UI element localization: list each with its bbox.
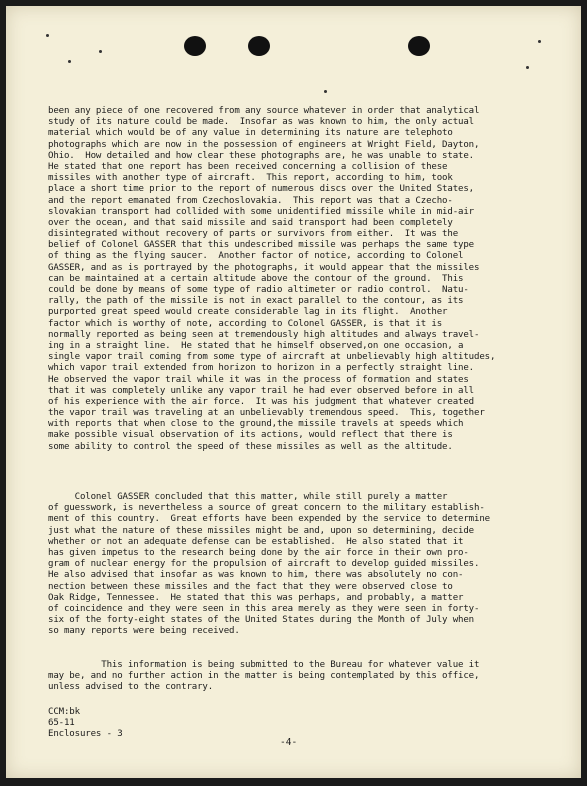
text-line: purported great speed would create considerable lag in its flight. Another (48, 307, 448, 318)
page-number: -4- (280, 737, 298, 748)
text-line: He stated that one report has been received concerning a collision of these (48, 161, 448, 172)
text-line: rally, the path of the missile is not in exact parallel to the contour, as its (48, 296, 464, 307)
text-line: nection between these missiles and the fact that they were observed close to (48, 581, 453, 592)
text-line: of coincidence and they were seen in this area merely as they were seen in forty- (48, 603, 480, 614)
text-line: that it was completely unlike any vapor trail he had ever observed before in all (48, 385, 474, 396)
paragraph-3 (48, 660, 550, 694)
text-line: missiles with another type of aircraft. This report, according to him, took (48, 173, 453, 184)
text-line: disintegrated without recovery of parts or survivors from either. It was the (48, 229, 459, 240)
text-line: just what the nature of these missiles might be and, upon so determining, decide (48, 525, 474, 536)
punch-hole-left (184, 36, 206, 56)
punch-hole-center (248, 36, 270, 56)
speck (68, 60, 71, 63)
text-line: slovakian transport had collided with some unidentified missile while in mid-air (48, 206, 474, 217)
text-line: Ohio. How detailed and how clear these photographs are, he was unable to state. (48, 150, 474, 161)
text-line: could be done by means of some type of radio altimeter or radio control. Natu- (48, 285, 469, 295)
text-line: study of its nature could be made. Insofar as was known to him, the only actual (48, 117, 474, 128)
text-line: GASSER, and as is portrayed by the photographs, it would appear that the missiles (48, 262, 480, 273)
text-line: single vapor trail coming from some type of aircraft at unbelievably high altitudes, (48, 352, 496, 363)
text-line: of thing as the flying saucer. Another factor of notice, according to Colonel (48, 251, 464, 262)
text-line: place a short time prior to the report of numerous discs over the United States, (48, 184, 474, 195)
text-line: whether or not an adequate defense can be established. He also stated that it (48, 536, 464, 547)
text-line: Colonel GASSER concluded that this matter, while still purely a matter (48, 492, 448, 502)
text-line: six of the forty-eight states of the United States during the Month of July when (48, 615, 474, 626)
text-line: of his experience with the air force. It was his judgment that whatever created (48, 396, 474, 407)
paragraph-2 (48, 492, 550, 637)
text-line: unless advised to the contrary. (48, 682, 214, 693)
footer-block (48, 707, 550, 741)
text-line: has given impetus to the research being done by the air force in their own pro- (48, 547, 469, 558)
text-line: normally reported as being seen at tremendously high altitudes and always travel- (48, 329, 480, 340)
text-line: photographs which are now in the possession of engineers at Wright Field, Dayton, (48, 139, 480, 150)
text-line: He observed the vapor trail while it was in the process of formation and states (48, 374, 469, 385)
text-line: This information is being submitted to the Bureau for whatever value it (48, 660, 480, 670)
file-number: 65-11 (48, 718, 75, 729)
text-line: ing in a straight line. He stated that he himself observed,on one occasion, a (48, 340, 464, 351)
text-line: which vapor trail extended from horizon to horizon in a perfectly straight line. (48, 363, 474, 374)
speck (526, 66, 529, 69)
text-line: with reports that when close to the ground,the missile travels at speeds which (48, 419, 464, 430)
text-line: belief of Colonel GASSER that this undescribed missile was perhaps the same type (48, 240, 474, 251)
text-line: of guesswork, is nevertheless a source of great concern to the military establish- (48, 503, 485, 514)
text-line: and the report emanated from Czechoslovakia. This report was that a Czecho- (48, 195, 453, 206)
text-line: so many reports were being received. (48, 626, 240, 637)
initials: CCM:bk (48, 707, 80, 717)
text-line: the vapor trail was traveling at an unbelievably tremendous speed. This, together (48, 408, 485, 419)
text-line: material which would be of any value in determining its nature are telephoto (48, 128, 453, 139)
text-line: make possible visual observation of its actions, would reflect that there is (48, 430, 453, 441)
text-line: can be maintained at a certain altitude above the contour of the ground. This (48, 273, 464, 284)
text-line: gram of nuclear energy for the propulsion of aircraft to develop guided missiles. (48, 559, 480, 570)
speck (538, 40, 541, 43)
paragraph-1 (48, 106, 550, 453)
text-line: Oak Ridge, Tennessee. He stated that this was perhaps, and probably, a matter (48, 592, 464, 603)
text-line: been any piece of one recovered from any source whatever in order that analytical (48, 106, 480, 116)
text-line: may be, and no further action in the matter is being contemplated by this office, (48, 671, 480, 682)
text-line: He also advised that insofar as was known to him, there was absolutely no con- (48, 570, 464, 581)
text-line: ment of this country. Great efforts have been expended by the service to determine (48, 514, 490, 525)
text-line: some ability to control the speed of these missiles as well as the altitude. (48, 441, 453, 452)
speck (46, 34, 49, 37)
speck (324, 90, 327, 93)
enclosures: Enclosures - 3 (48, 729, 123, 740)
text-line: over the ocean, and that said missile and said transport had been completely (48, 217, 453, 228)
punch-hole-right (408, 36, 430, 56)
text-line: factor which is worthy of note, according to Colonel GASSER, is that it is (48, 318, 443, 329)
speck (99, 50, 102, 53)
